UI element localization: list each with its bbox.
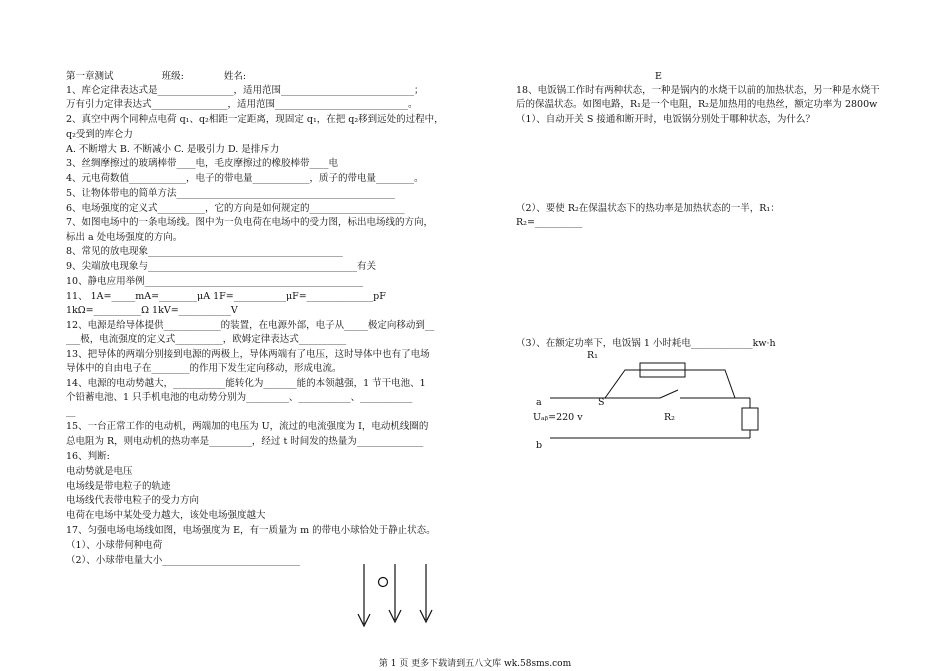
question-line-left: ___极，电流强度的定义式__________，欧姆定律表达式__________: [66, 334, 347, 345]
question-line-left: q₂受到的库仑力: [66, 129, 133, 140]
electric-field-figure: [352, 562, 452, 632]
field-label-e: E: [655, 71, 662, 82]
r2-resistor: [742, 408, 758, 430]
question-line-left: 6、电场强度的定义式__________，它的方向是如何规定的____________________: [66, 203, 405, 214]
question-line-left: 13、把导体的两端分别接到电源的两极上，导体两端有了电压，这时导体中也有了电场: [66, 349, 430, 360]
class-label: 班级:: [161, 71, 184, 82]
question-line-right: （2）、要使 R₂在保温状态下的热功率是加热状态的一半，R₁：: [516, 203, 780, 214]
question-line-left: 电场线代表带电粒子的受力方向: [66, 495, 200, 506]
question-line-right: 18、电饭锅工作时有两种状态，一种是锅内的水烧干以前的加热状态，另一种是水烧干: [516, 85, 880, 96]
header-line: [66, 71, 246, 83]
label-r2: R₂: [664, 412, 675, 423]
question-line-left: 7、如图电场中的一条电场线。图中为一负电荷在电场中的受力图，标出电场线的方向，: [66, 217, 434, 228]
page-footer: 第 1 页 更多下载请到五八文库 wk.58sms.com: [378, 659, 572, 669]
question-line-right: R₂=__________: [516, 217, 583, 228]
question-line-left: 8、常见的放电现象_________________________________________: [66, 246, 343, 257]
label-a: a: [536, 397, 542, 408]
question-line-left: 5、让物体带电的简单方法______________________________________________: [66, 188, 396, 199]
name-label: 姓名:: [223, 71, 247, 82]
question-line-left: 2、真空中两个同种点电荷 q₁、q₂相距一定距离，现固定 q₁，在把 q₂移到远处的过程中，: [66, 114, 444, 125]
question-line-left: 1kΩ=__________Ω 1kV=___________V: [66, 305, 238, 316]
charged-ball: [379, 578, 388, 587]
label-voltage: Uₐᵦ=220 v: [533, 412, 583, 423]
question-line-left: 标出 a 处电场强度的方向。: [66, 232, 183, 243]
switch-s: [660, 390, 678, 398]
question-line-left: 10、静电应用举例______________________________________________: [66, 276, 364, 287]
question-line-left: 9、尖端放电现象与____________________________________________有关: [66, 261, 377, 272]
question-line-left: 4、元电荷数值____________，电子的带电量____________，质子的带电量________。: [66, 173, 424, 184]
question-line-left: 3、丝绸摩擦过的玻璃棒带____电，毛皮摩擦过的橡胶棒带____电: [66, 158, 339, 169]
question-line-left: 11、 1A=_____mA=________μA 1F=___________μF=______________pF: [66, 291, 386, 302]
label-r1: R₁: [587, 350, 598, 361]
question-line-left: 导体中的自由电子在________的作用下发生定向移动，形成电流。: [66, 363, 342, 374]
question-line-right: （3）、在额定功率下，电饭锅 1 小时耗电_____________kw·h: [516, 338, 776, 349]
rice-cooker-circuit: [520, 350, 780, 460]
question-line-left: 12、电源是给导体提供____________的装置，在电源外部，电子从_____极定向移动到__: [66, 320, 435, 331]
question-line-left: 电动势就是电压: [66, 466, 133, 477]
question-line-left: （2）、小球带电量大小_____________________________: [66, 555, 301, 566]
test-title: 第一章测试: [66, 71, 114, 82]
question-line-left: （1）、小球带何种电荷: [66, 540, 163, 551]
question-line-right: （1）、自动开关 S 接通和断开时，电饭锅分别处于哪种状态，为什么？: [516, 114, 815, 125]
question-line-left: __: [66, 406, 76, 417]
question-line-left: 电场线是带电粒子的轨迹: [66, 481, 171, 492]
question-line-left: 总电阻为 R，则电动机的热功率是_________，经过 t 时间发的热量为______________: [66, 436, 424, 447]
question-line-left: 17、匀强电场电场线如图，电场强度为 E，有一质量为 m 的带电小球恰处于静止状态。: [66, 525, 436, 536]
question-line-left: 14、电源的电动势越大，___________能转化为_______能的本领越强，1 节干电池、1: [66, 378, 426, 389]
question-line-left: 个铅蓄电池、1 只手机电池的电动势分别为_________、___________、___________: [66, 392, 413, 403]
label-b: b: [536, 440, 543, 451]
question-line-left: 1、库仑定律表达式是________________，适用范围____________________________；: [66, 85, 424, 96]
question-line-left: A. 不断增大 B. 不断减小 C. 是吸引力 D. 是排斥力: [66, 144, 280, 155]
question-line-left: 电荷在电场中某处受力越大，该处电场强度越大: [66, 510, 266, 521]
question-line-left: 万有引力定律表达式________________，适用范围____________________________。: [66, 99, 418, 110]
question-line-left: 16、判断:: [66, 451, 110, 462]
question-line-right: 后的保温状态。如图电路，R₁是一个电阻，R₂是加热用的电热丝，额定功率为 2800w: [516, 99, 878, 110]
question-line-left: 15、一台正常工作的电动机，两端加的电压为 U，流过的电流强度为 I，电动机线圈的: [66, 421, 429, 432]
label-s: S: [598, 397, 605, 408]
